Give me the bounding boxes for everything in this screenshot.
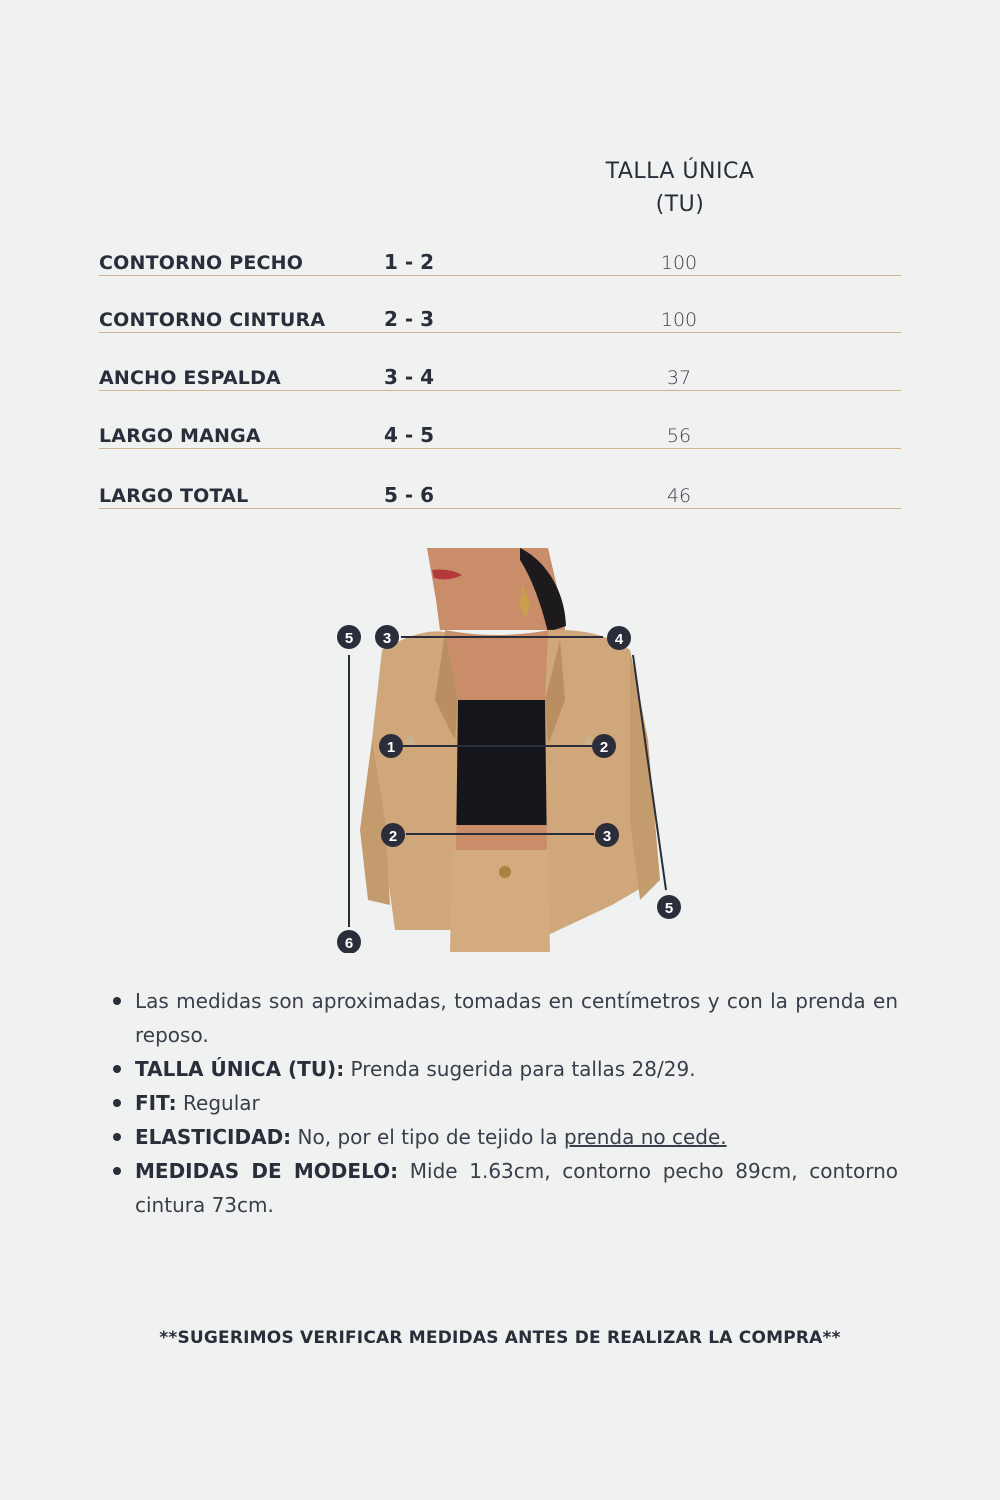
marker-2-chest	[592, 734, 616, 758]
marker-5-left	[337, 625, 361, 649]
verification-footer: **SUGERIMOS VERIFICAR MEDIDAS ANTES DE REALIZAR LA COMPRA**	[159, 1328, 841, 1348]
measurement-row-waist	[99, 306, 901, 333]
size-column-header	[560, 155, 800, 221]
svg-text:6: 6	[344, 935, 354, 952]
svg-text:3: 3	[602, 828, 612, 845]
measurement-range: 2 - 3	[384, 307, 435, 331]
note-measurements: Las medidas son aproximadas, tomadas en centímetros y con la prenda en reposo.	[110, 984, 898, 1052]
svg-text:3: 3	[382, 630, 392, 647]
measurement-label: CONTORNO CINTURA	[99, 309, 326, 331]
svg-text:4: 4	[614, 631, 624, 648]
note-fit: FIT: Regular	[110, 1086, 898, 1120]
size-header-line2: (TU)	[655, 192, 705, 217]
measurement-row-total-length	[99, 482, 901, 509]
note-elasticity: ELASTICIDAD: No, por el tipo de tejido la prenda no cede.	[110, 1120, 898, 1154]
model-jacket-photo	[330, 548, 685, 953]
measurement-label: LARGO TOTAL	[99, 485, 249, 507]
measurement-value: 46	[666, 485, 692, 507]
product-notes-list	[110, 984, 898, 1222]
measurement-range: 4 - 5	[384, 423, 435, 447]
marker-6-hem	[337, 930, 361, 953]
svg-text:5: 5	[344, 630, 354, 647]
marker-4-shoulder	[607, 626, 631, 650]
measurement-range: 3 - 4	[384, 365, 435, 389]
elasticity-underlined-text: prenda no cede.	[563, 1125, 727, 1149]
svg-text:2: 2	[388, 828, 398, 845]
marker-1-chest	[379, 734, 403, 758]
svg-text:1: 1	[386, 739, 396, 756]
marker-2-waist	[381, 823, 405, 847]
measurement-row-back-width	[99, 364, 901, 391]
note-model-measurements: MEDIDAS DE MODELO: Mide 1.63cm, contorno pecho 89cm, contorno cintura 73cm.	[110, 1154, 898, 1222]
marker-3-waist	[595, 823, 619, 847]
measurement-value: 100	[660, 309, 698, 331]
measurement-value: 100	[660, 252, 698, 274]
svg-text:2: 2	[599, 739, 609, 756]
measurement-range: 5 - 6	[384, 483, 435, 507]
measurement-value: 56	[666, 425, 692, 447]
measurement-label: ANCHO ESPALDA	[99, 367, 281, 389]
marker-5-sleeve	[657, 895, 681, 919]
measurement-label: CONTORNO PECHO	[99, 252, 304, 274]
measurement-value: 37	[666, 367, 692, 389]
svg-text:5: 5	[664, 900, 674, 917]
size-header-line1: TALLA ÚNICA	[605, 159, 755, 184]
marker-3-shoulder	[375, 625, 399, 649]
note-size: TALLA ÚNICA (TU): Prenda sugerida para tallas 28/29.	[110, 1052, 898, 1086]
measurement-range: 1 - 2	[384, 250, 435, 274]
measurement-row-sleeve-length	[99, 422, 901, 449]
measurement-row-chest	[99, 249, 901, 276]
measurement-label: LARGO MANGA	[99, 425, 261, 447]
